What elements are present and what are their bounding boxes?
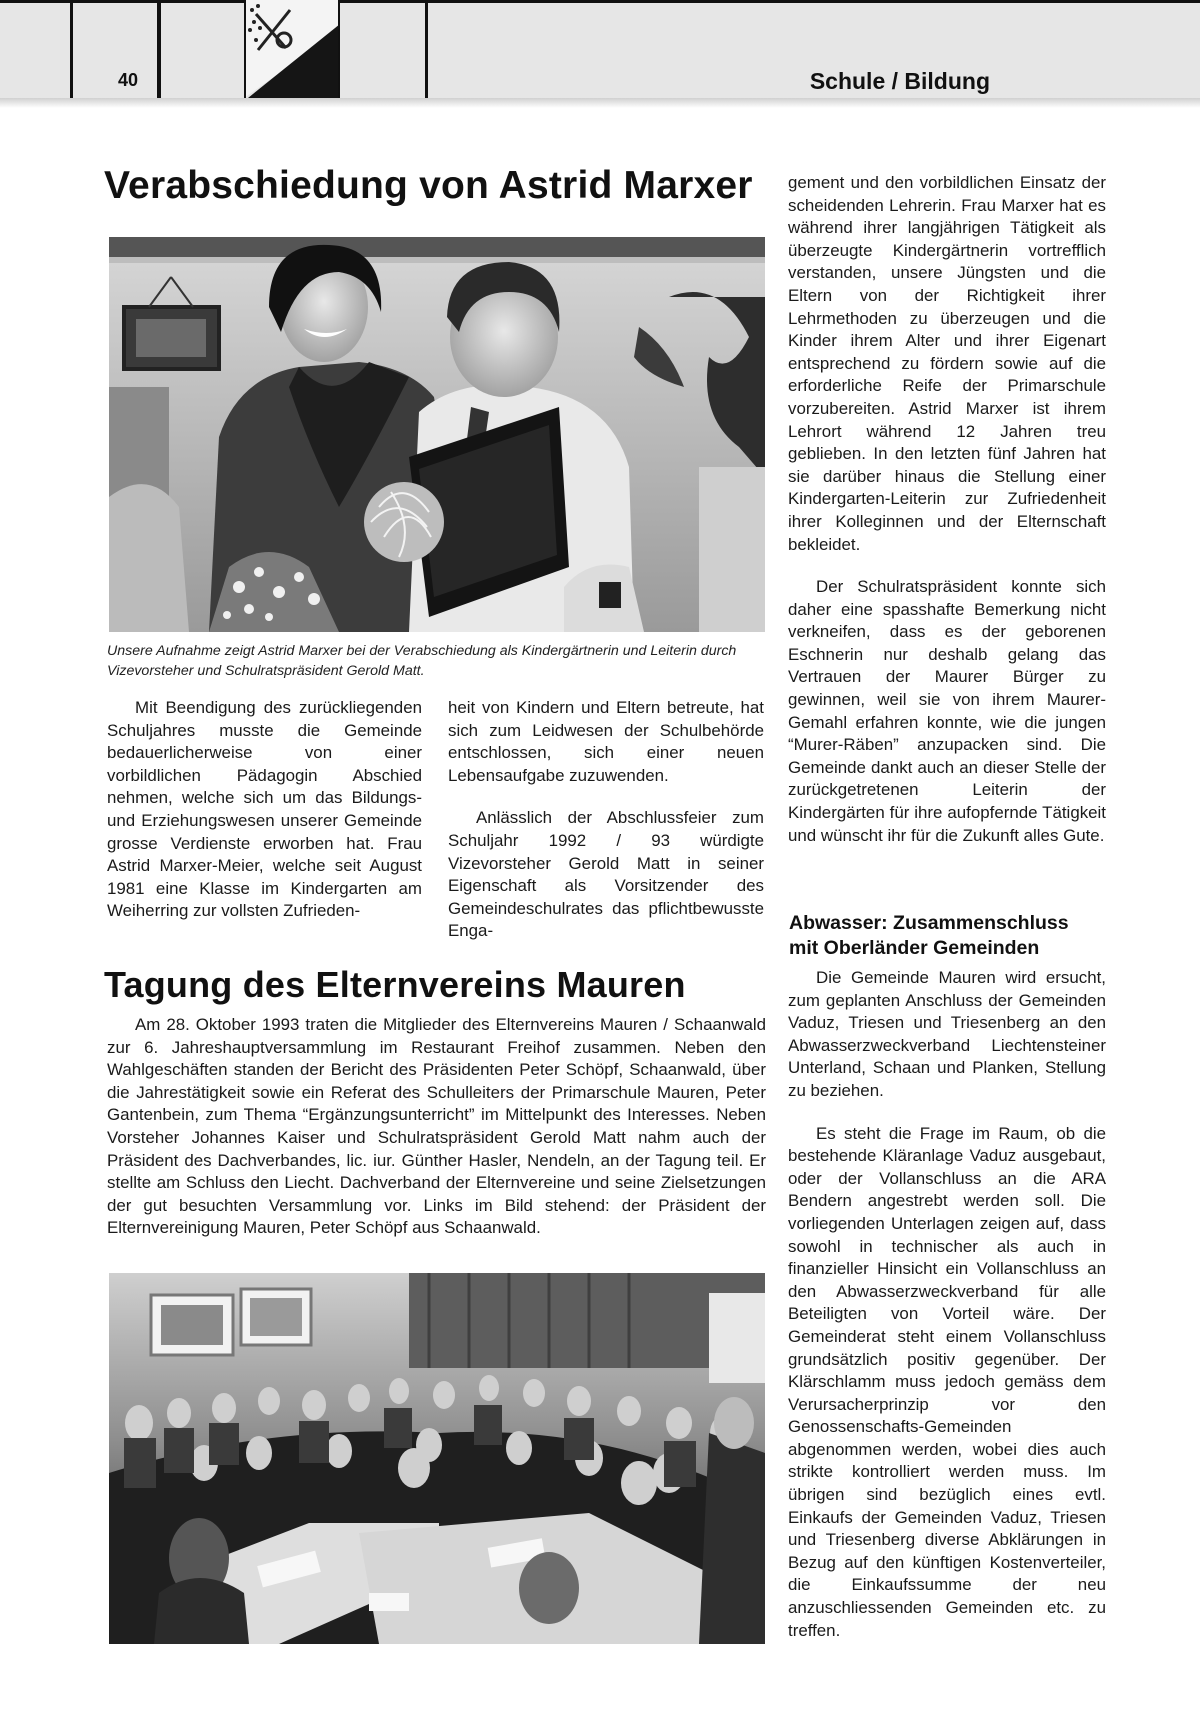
article-title: Verabschiedung von Astrid Marxer [104,164,753,207]
header-shadow [0,98,1200,108]
article-body [107,1014,766,1240]
paragraph: Mit Beendigung des zurückliegenden Schuljahres musste die Gemeinde bedauerlicherweise von einer vorbildlichen Pädagogin Abschied nehmen, welche sich um das Bildungs- und Erziehungswesen unserer Gemeinde grosse Verdienste erworben hat. Frau Astrid Marxer-Meier, welche seit August 1981 eine Klasse im Kindergarten am Weiherring zur vollsten Zufrieden- [107,698,422,921]
photo-farewell-icon [109,237,765,632]
header-tab-box [336,0,428,98]
article-title: Abwasser: Zusammenschluss mit Oberländer Gemeinden [789,912,1069,959]
article-column [788,172,1106,847]
paragraph: Es steht die Frage im Raum, ob die bestehende Kläranlage Vaduz ausgebaut, oder der Vollanschluss an die ARA Bendern angestrebt werden soll. Die vorliegenden Unterlagen zeigen auf, dass sowohl in technischer als auch in finanzieller Hinsicht ein Vollanschluss an den Abwasserzweckverband für alle Beteiligten von Vorteil wäre. Der Gemeinderat steht einem Vollanschluss grundsätzlich positiv gegenüber. Der Klärschlamm muss jedoch gemäss dem Verursacherprinzip vor den Genossenschafts-Gemeinden abgenommen werden, wobei dies auch strikte kontrolliert werden muss. Im übrigen sind bezüglich eines evtl. Einkaufs der Gemeinden Vaduz, Triesen und Triesenberg diverse Abklärungen in Bezug auf den künftigen Kostenverteiler, die Einkaufssumme der neu anzuschliessenden Gemeinden etc. zu treffen. [788,1123,1106,1640]
article-title: Tagung des Elternvereins Mauren [104,964,686,1005]
article-column [788,967,1106,1642]
photo-caption: Unsere Aufnahme zeigt Astrid Marxer bei der Verabschiedung als Kindergärtnerin und Leiterin durch Vizevorsteher und Schulratspräsident Gerold Matt. [107,643,737,679]
photo-assembly-icon [109,1273,765,1644]
article-column [107,697,422,923]
page-number: 40 [117,70,139,90]
header-tab-box [158,0,248,98]
paragraph: heit von Kindern und Eltern betreute, hat sich zum Leidwesen der Schulbehörde entschlossen, sich einer neuen Lebensaufgabe zuzuwenden. [448,698,764,785]
article-column [448,697,764,943]
paragraph: Anlässlich der Abschlussfeier zum Schuljahr 1992 / 93 würdigte Vizevorsteher Gerold Matt in seiner Eigenschaft als Vorsitzender des Gemeindeschulrates das pflichtbewusste Enga- [448,808,764,941]
paragraph: gement und den vorbildlichen Einsatz der scheidenden Lehrerin. Frau Marxer hat es während ihrer langjährigen Tätigkeit als überzeugte Kindergärtnerin vortrefflich verstanden, unsere Jüngsten und die Eltern von der Richtigkeit ihrer Lehrmethoden zu überzeugen und die Kinder ihrem Alter und ihrer Eigenart entsprechend zu fördern sowie auf die erforderliche Reife der Primarschule vorzubereiten. Astrid Marxer ist ihrem Lehrort während 12 Jahren treu geblieben. In den letzten fünf Jahren hat sie darüber hinaus die Stellung einer Kindergarten-Leiterin zur Zufriedenheit ihrer Kolleginnen und der Elternschaft bekleidet. [788,173,1106,554]
paragraph: Am 28. Oktober 1993 traten die Mitglieder des Elternvereins Mauren / Schaanwald zur 6. Jahreshauptversammlung im Restaurant Freihof zusammen. Neben den Wahlgeschäften standen der Bericht des Präsidenten Peter Schöpf, Schaanwald, über die Jahrestätigkeit sowie ein Referat des Schulleiters der Primarschule Mauren, Peter Gantenbein, zum Thema “Ergänzungsunterricht” im Mittelpunkt des Interesses. Neben Vorsteher Johannes Kaiser und Schulratspräsident Gerold Matt nahm auch der Präsident des Dachverbandes, lic. iur. Günther Hasler, Nendeln, an der Tagung teil. Er stellte am Schluss den Liecht. Dachverband der Elternvereine und seine Zielsetzungen der gut besuchten Versammlung vor. Links im Bild stehend: der Präsident der Elternvereinigung Mauren, Peter Schöpf aus Schaanwald. [107,1015,766,1238]
paragraph: Der Schulratspräsident konnte sich daher eine spasshafte Bemerkung nicht verkneifen, dass es der geborenen Eschnerin nur deshalb gelang das Vertrauen der Maurer Bürger zu gewinnen, weil sie von ihrem Maurer-Gemahl erfahren konnte, wie die jungen “Murer-Räben” anzupacken sind. Die Gemeinde dankt auch an dieser Stelle der zurückgetretenen Leiterin der Kindergärten für ihre aufopfernde Tätigkeit und wünscht ihr für die Zukunft alles Gute. [788,577,1106,845]
crossed-tools-emblem-icon [244,0,340,98]
section-title: Schule / Bildung [809,68,990,94]
paragraph: Die Gemeinde Mauren wird ersucht, zum geplanten Anschluss der Gemeinden Vaduz, Triesen und Triesenberg an den Abwasserzweckverband Liechtensteiner Unterland, Schaan und Planken, Stellung zu beziehen. [788,968,1106,1100]
